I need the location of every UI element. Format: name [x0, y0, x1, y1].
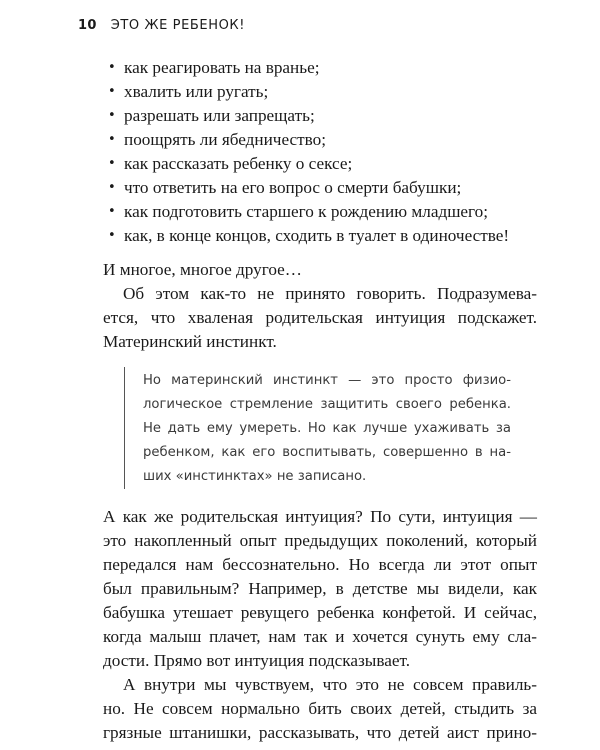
bullet-icon: •	[108, 132, 116, 147]
quote-line: логическое стремление защитить своего ребенка.	[143, 397, 511, 412]
list-item-text: что ответить на его вопрос о смерти бабушки;	[124, 178, 462, 197]
list-item-text: как, в конце концов, сходить в туалет в одиночестве!	[124, 226, 510, 245]
list-item	[108, 176, 548, 200]
paragraph-line: но. Не совсем нормально бить своих детей, стыдить за	[103, 699, 537, 718]
list-item	[108, 104, 548, 128]
paragraph-line: бабушка утешает ревущего ребенка конфетой. И сейчас,	[103, 603, 537, 622]
page-number: 10	[78, 18, 97, 33]
book-title: ЭТО ЖЕ РЕБЕНОК!	[110, 18, 246, 33]
running-head	[78, 18, 245, 38]
quote-line: Но материнский инстинкт — это просто физио-	[143, 373, 511, 388]
list-item	[108, 200, 548, 224]
bullet-list	[108, 56, 548, 248]
list-item-text: поощрять ли ябедничество;	[124, 130, 327, 149]
bullet-icon: •	[108, 84, 116, 99]
paragraph-line: Об этом как-то не принято говорить. Подразумева-	[123, 284, 537, 303]
list-item	[108, 224, 548, 248]
quote-line: Не дать ему умереть. Но как лучше ухаживать за	[143, 421, 511, 436]
list-item	[108, 152, 548, 176]
list-item-text: как реагировать на вранье;	[124, 58, 320, 77]
paragraph	[103, 673, 537, 745]
list-item	[108, 80, 548, 104]
quote-line: ших «инстинктах» не записано.	[143, 469, 367, 484]
paragraph	[103, 258, 537, 282]
list-item	[108, 128, 548, 152]
bullet-icon: •	[108, 60, 116, 75]
paragraph-line: А как же родительская интуиция? По сути, интуиция —	[103, 507, 537, 526]
bullet-icon: •	[108, 108, 116, 123]
paragraph-line: ется, что хваленая родительская интуиция подскажет.	[103, 308, 537, 327]
list-item	[108, 56, 548, 80]
paragraph-line: когда малыш плачет, нам так и хочется сунуть ему сла-	[103, 627, 537, 646]
paragraph-line: И многое, многое другое…	[103, 260, 302, 279]
paragraph-line: грязные штанишки, рассказывать, что детей аист прино-	[103, 723, 537, 742]
list-item-text: как подготовить старшего к рождению младшего;	[124, 202, 489, 221]
bullet-icon: •	[108, 180, 116, 195]
list-item-text: как рассказать ребенку о сексе;	[124, 154, 353, 173]
bullet-icon: •	[108, 156, 116, 171]
paragraph-line: это накопленный опыт предыдущих поколений, который	[103, 531, 537, 550]
paragraph-line: А внутри мы чувствуем, что это не совсем правиль-	[123, 675, 537, 694]
paragraph-line: Материнский инстинкт.	[103, 332, 277, 351]
list-item-text: разрешать или запрещать;	[124, 106, 315, 125]
bullet-icon: •	[108, 204, 116, 219]
paragraph	[103, 505, 537, 673]
pull-quote	[124, 367, 515, 489]
bullet-icon: •	[108, 228, 116, 243]
paragraph-line: дости. Прямо вот интуиция подсказывает.	[103, 651, 411, 670]
paragraph-line: передался нам бессознательно. Но всегда ли этот опыт	[103, 555, 537, 574]
paragraph	[103, 282, 537, 354]
pull-quote-text	[143, 369, 511, 489]
list-item-text: хвалить или ругать;	[124, 82, 269, 101]
quote-line: ребенком, как его воспитывать, совершенно в на-	[143, 445, 511, 460]
paragraph-line: был правильным? Например, в детстве мы видели, как	[103, 579, 537, 598]
